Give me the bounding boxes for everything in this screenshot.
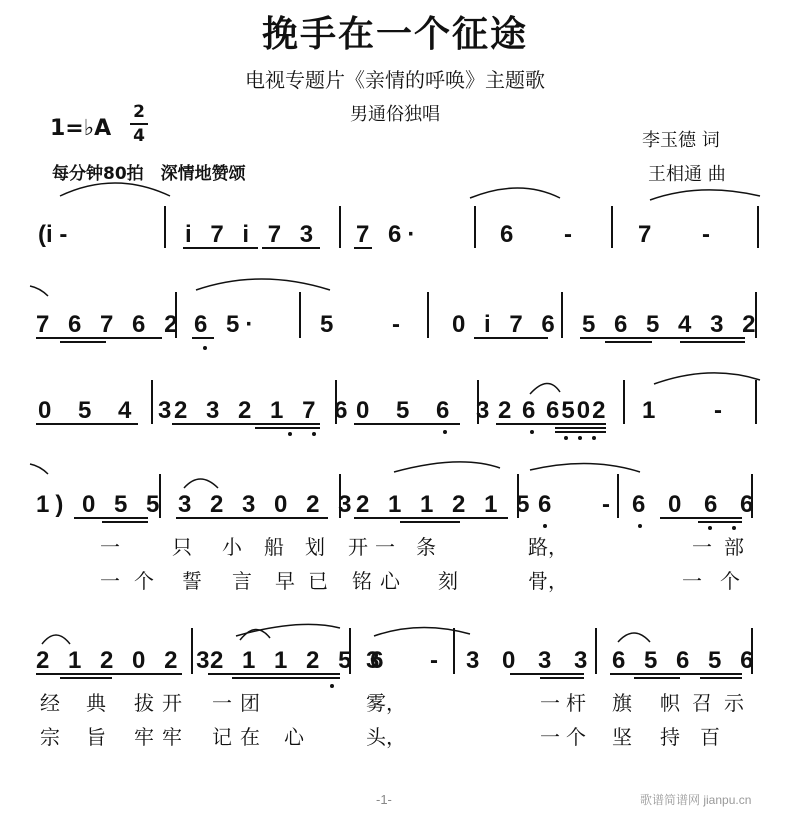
measure-4-1: 1) 0 5 5 (36, 491, 166, 518)
underlines-2 (36, 338, 745, 342)
lyric: 心 (284, 725, 304, 749)
lyric: 示 (724, 691, 744, 715)
lyric: 一 (100, 535, 120, 559)
song-title: 挽手在一个征途 (261, 13, 528, 55)
measure-3-2: 2 3 2 1 7 6 (174, 397, 354, 424)
song-subtitle: 电视专题片《亲情的呼唤》主题歌 (245, 68, 545, 92)
lyric: 旗 (612, 691, 632, 715)
lyric: 百 (700, 725, 720, 749)
lyrics-line-5 (40, 691, 745, 749)
octave-dots-5 (330, 684, 334, 688)
lyric: 记 (212, 725, 232, 749)
measure-2-3: 5 - (320, 311, 427, 338)
tempo-marking: 每分钟80拍 深情地赞颂 (52, 164, 246, 184)
lyric: 经 (40, 691, 60, 715)
lyric: 个 (134, 569, 154, 593)
measure-4-2: 3 2 3 0 2 3 (178, 491, 358, 518)
lyric: 条 (416, 535, 436, 559)
measure-2-2: 6 5· (194, 311, 260, 338)
measure-4-4: 6 - (538, 491, 633, 518)
measure-1-1: (i - (38, 221, 68, 248)
notation-line-5 (36, 624, 759, 688)
measure-5-1: 2 1 2 0 2 3 (36, 647, 216, 674)
ties-3 (530, 373, 760, 394)
measure-3-5: 1 - (642, 397, 749, 424)
lyric: 开 (348, 535, 368, 559)
lyric: 牢 (162, 725, 182, 749)
ties-2 (30, 279, 330, 296)
lyric: 划 (305, 535, 325, 559)
ties-5 (42, 624, 650, 644)
measure-5-3: 3 - (366, 647, 461, 674)
measure-1-3: 7 6· (356, 221, 422, 248)
measure-2-1: 7 6 7 6 2 (36, 311, 184, 338)
lyric: 路， (528, 535, 568, 559)
lyric: 典 (86, 691, 106, 715)
lyric: 部 (724, 535, 744, 559)
lyric: 宗 (40, 725, 60, 749)
lyric: 旨 (86, 725, 106, 749)
measure-1-4: 6 - (500, 221, 595, 248)
octave-dot (203, 346, 207, 350)
measure-3-1: 0 5 4 3 (38, 397, 182, 424)
watermark: 歌谱简谱网 jianpu.cn (640, 793, 752, 807)
measure-4-3: 2 1 1 2 1 5 (356, 491, 536, 518)
measure-1-2: i 7 i 7 3 (185, 221, 320, 248)
lyric: 一 (540, 725, 560, 749)
lyrics-line-4 (100, 535, 744, 593)
lyric: 铭 (352, 569, 372, 593)
lyric: 一 (375, 535, 395, 559)
measure-2-5: 5 6 5 4 3 2 (582, 311, 762, 338)
notation-line-1 (38, 183, 760, 248)
lyric: 在 (240, 725, 260, 749)
measure-1-5: 7 - (638, 221, 733, 248)
lyric: 骨， (528, 569, 568, 593)
lyric: 誓 (182, 569, 202, 593)
lyric: 一 (692, 535, 712, 559)
octave-dots-4 (543, 524, 736, 530)
lyric: 一 (540, 691, 560, 715)
performer-label: 男通俗独唱 (350, 104, 440, 125)
ties-1 (60, 183, 760, 200)
lyric: 早 (275, 569, 295, 593)
lyric: 头， (366, 725, 406, 749)
lyric: 心 (380, 569, 400, 593)
page-number: -1- (376, 792, 392, 807)
lyric: 已 (308, 569, 328, 593)
lyric: 一 (100, 569, 120, 593)
lyric: 一 (682, 569, 702, 593)
time-signature-top: 2 (133, 102, 145, 122)
lyric: 刻 (438, 569, 458, 593)
lyric: 召 (692, 691, 712, 715)
underlines-5 (36, 674, 742, 678)
measure-5-2: 2 1 1 2 5 6 (210, 647, 390, 674)
lyric: 杆 (566, 691, 586, 715)
lyric: 持 (660, 725, 680, 749)
composer-credit: 王相通 曲 (648, 164, 726, 185)
lyric: 小 (222, 535, 242, 559)
measure-3-4: 2 6 6502 (498, 397, 608, 424)
lyric: 拔 (134, 691, 154, 715)
lyric: 船 (264, 535, 284, 559)
lyric: 言 (232, 569, 252, 593)
lyric: 坚 (612, 725, 632, 749)
lyric: 牢 (134, 725, 154, 749)
key-signature: 1=♭A (50, 116, 112, 141)
octave-dots-3 (288, 430, 596, 440)
notation-line-3 (36, 373, 760, 440)
lyric: 一 (212, 691, 232, 715)
measure-2-4: 0 i 7 6 (452, 311, 561, 338)
measure-5-4: 3 0 3 3 (466, 647, 596, 674)
notation-line-2 (30, 279, 761, 350)
lyric: 帜 (660, 691, 680, 715)
underlines-4 (74, 518, 742, 522)
measure-3-3: 0 5 6 3 (356, 397, 500, 424)
time-signature-bottom: 4 (133, 126, 145, 146)
lyric: 团 (240, 691, 260, 715)
lyric: 开 (162, 691, 182, 715)
lyric: 个 (566, 725, 586, 749)
measure-5-5: 6 5 6 5 6 (612, 647, 760, 674)
lyricist-credit: 李玉德 词 (642, 130, 720, 151)
notation-line-4 (30, 462, 761, 530)
ties-4 (30, 462, 640, 488)
lyric: 雾， (366, 691, 406, 715)
underlines-3 (36, 424, 606, 432)
measure-4-5: 6 0 6 6 (632, 491, 762, 518)
lyric: 只 (172, 535, 192, 559)
lyric: 个 (720, 569, 740, 593)
